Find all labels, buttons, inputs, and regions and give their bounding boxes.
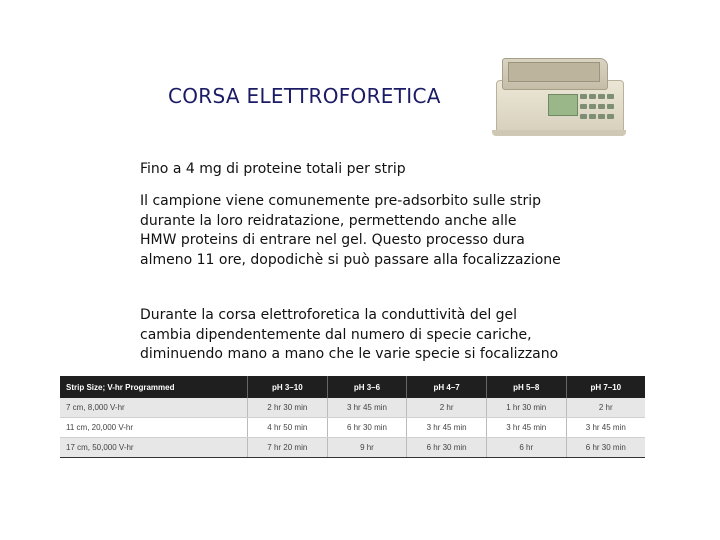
table-cell: 3 hr 45 min — [566, 418, 645, 438]
table-header-row — [60, 376, 645, 398]
table-header-cell: Strip Size; V-hr Programmed — [60, 376, 248, 398]
table-cell: 6 hr 30 min — [566, 438, 645, 458]
table-header-cell: pH 3–6 — [327, 376, 407, 398]
table-row — [60, 418, 645, 438]
device-base — [492, 130, 626, 136]
device-display — [548, 94, 578, 116]
device-keypad — [580, 94, 614, 122]
table-cell: 17 cm, 50,000 V-hr — [60, 438, 248, 458]
paragraph-rehydration — [140, 192, 561, 270]
ief-unit-device-icon — [488, 50, 626, 138]
table-header-cell: pH 3–10 — [248, 376, 328, 398]
text-line: HMW proteins di entrare nel gel. Questo processo dura — [140, 232, 525, 248]
text-line: durante la loro reidratazione, permettendo anche alle — [140, 212, 517, 229]
table-cell: 2 hr 30 min — [248, 398, 328, 418]
table-cell: 3 hr 45 min — [327, 398, 407, 418]
text-line: almeno 11 ore, dopodichè si può passare alla focalizzazione — [140, 251, 561, 268]
table-cell: 3 hr 45 min — [486, 418, 566, 438]
table-cell: 1 hr 30 min — [486, 398, 566, 418]
text-line: Il campione viene comunemente pre-adsorbito sulle strip — [140, 193, 542, 209]
text-line: diminuendo mano a mano che le varie specie si focalizzano — [140, 346, 559, 362]
table-cell: 2 hr — [407, 398, 487, 418]
paragraph-capacity — [140, 160, 406, 180]
table-cell: 11 cm, 20,000 V-hr — [60, 418, 248, 438]
table-cell: 4 hr 50 min — [248, 418, 328, 438]
table-header-cell: pH 4–7 — [407, 376, 487, 398]
table-cell: 2 hr — [566, 398, 645, 418]
table-cell: 3 hr 45 min — [407, 418, 487, 438]
table-cell: 6 hr — [486, 438, 566, 458]
text-line: Durante la corsa elettroforetica la conduttività del gel — [140, 307, 518, 323]
page-title: CORSA ELETTROFORETICA — [168, 84, 441, 108]
table-row — [60, 438, 645, 458]
text-line: Fino a 4 mg di proteine totali per strip — [140, 161, 406, 177]
paragraph-conductivity — [140, 306, 558, 365]
table-row — [60, 398, 645, 418]
table-cell: 6 hr 30 min — [407, 438, 487, 458]
table-cell: 7 hr 20 min — [248, 438, 328, 458]
table-header-cell: pH 7–10 — [566, 376, 645, 398]
table-cell: 9 hr — [327, 438, 407, 458]
table-cell: 6 hr 30 min — [327, 418, 407, 438]
device-tray — [508, 62, 600, 82]
table-cell: 7 cm, 8,000 V-hr — [60, 398, 248, 418]
table-header-cell: pH 5–8 — [486, 376, 566, 398]
text-line: cambia dipendentemente dal numero di specie cariche, — [140, 326, 532, 343]
focusing-time-table — [60, 376, 645, 458]
